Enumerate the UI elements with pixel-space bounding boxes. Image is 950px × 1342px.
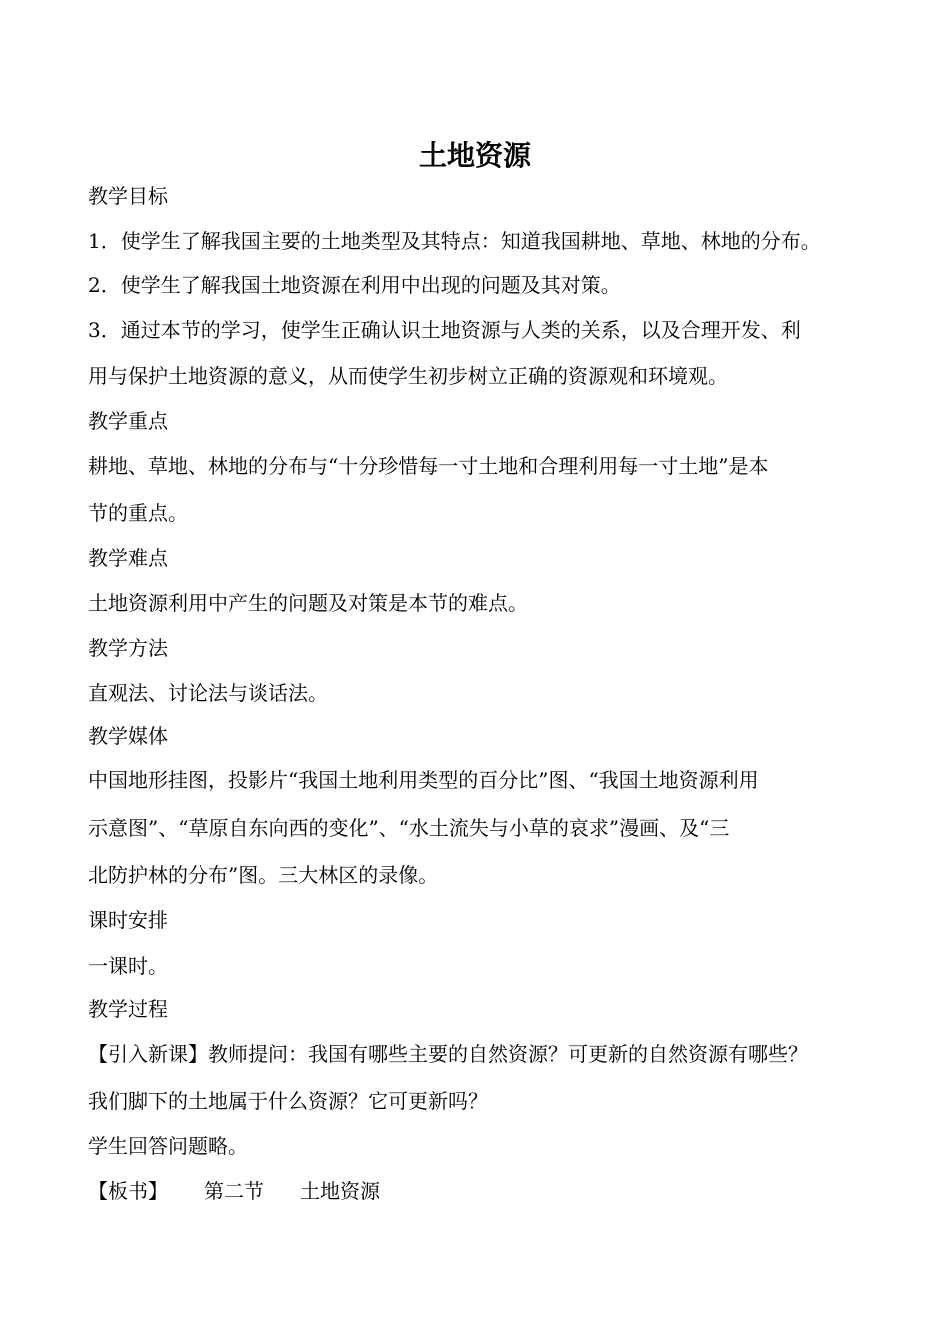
document-title: 土地资源 [418,139,531,172]
heading-teaching-media: 教学媒体 [88,724,168,748]
goal-item-1: 1．使学生了解我国主要的土地类型及其特点：知道我国耕地、草地、林地的分布。 [88,229,821,253]
intro-line-1: 【引入新课】教师提问：我国有哪些主要的自然资源？可更新的自然资源有哪些？ [88,1042,808,1066]
heading-key-points: 教学重点 [88,409,168,433]
board-section: 第二节 [204,1179,264,1203]
intro-line-2: 我们脚下的土地属于什么资源？它可更新吗？ [88,1089,488,1113]
key-points-line-1: 耕地、草地、林地的分布与“十分珍惜每一寸土地和合理利用每一寸土地”是本 [88,454,769,478]
board-title: 土地资源 [300,1179,380,1203]
heading-teaching-process: 教学过程 [88,997,168,1021]
heading-difficult-points: 教学难点 [88,546,168,570]
teaching-media-line-3: 北防护林的分布”图。三大林区的录像。 [88,863,439,887]
student-answer-text: 学生回答问题略。 [88,1134,248,1158]
schedule-text: 一课时。 [88,954,168,978]
goal-item-3-line-1: 3．通过本节的学习，使学生正确认识土地资源与人类的关系，以及合理开发、利 [88,318,801,342]
difficult-points-text: 土地资源利用中产生的问题及对策是本节的难点。 [88,591,528,615]
goal-item-3-line-2: 用与保护土地资源的意义，从而使学生初步树立正确的资源观和环境观。 [88,364,728,388]
heading-teaching-goals: 教学目标 [88,184,168,208]
board-writing-line [88,1178,918,1204]
goal-item-2: 2．使学生了解我国土地资源在利用中出现的问题及其对策。 [88,273,621,297]
key-points-line-2: 节的重点。 [88,501,188,525]
teaching-media-line-1: 中国地形挂图，投影片“我国土地利用类型的百分比”图、“我国土地资源利用 [88,768,759,792]
heading-teaching-methods: 教学方法 [88,636,168,660]
teaching-media-line-2: 示意图”、“草原自东向西的变化”、“水土流失与小草的哀求”漫画、及“三 [88,816,730,840]
board-label: 【板书】 [88,1179,168,1203]
heading-schedule: 课时安排 [88,908,168,932]
teaching-methods-text: 直观法、讨论法与谈话法。 [88,681,328,705]
